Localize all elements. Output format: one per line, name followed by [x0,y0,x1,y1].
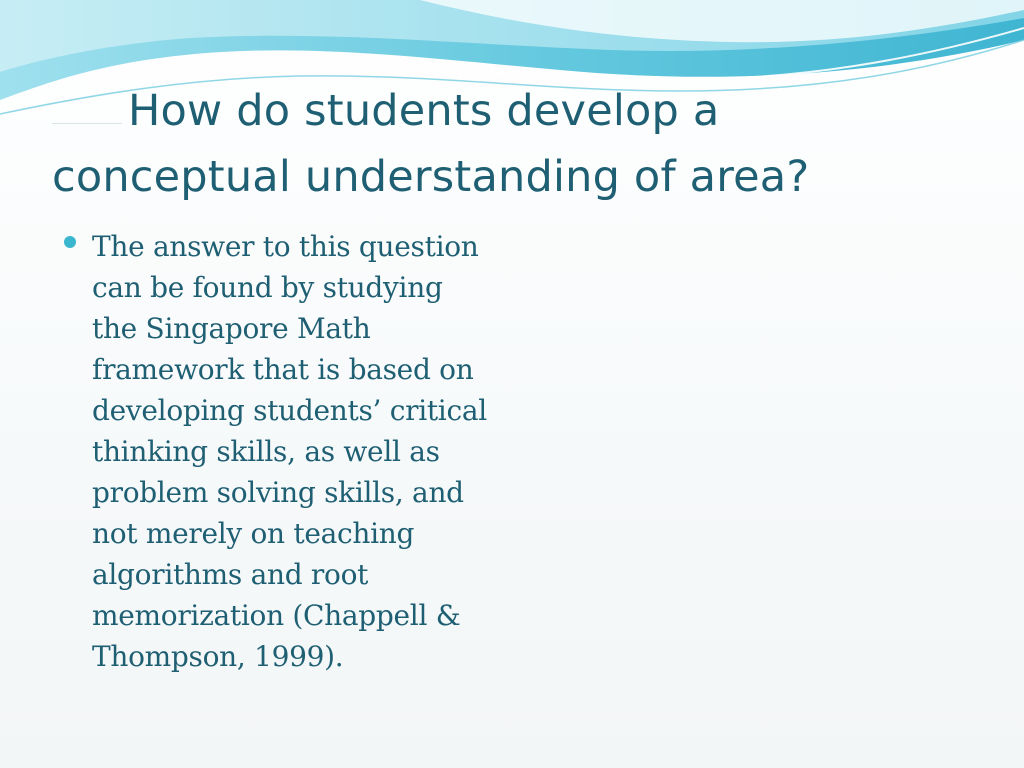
slide-content [64,226,504,677]
slide-title [52,78,952,210]
bullet-text: The answer to this question can be found by studying the Singapore Math framework that is based on developing students’ critical thinking skills, as well as problem solving skills, and not merely on teaching algorithms and root memorization (Chappell & Thompson, 1999). [92,230,487,673]
bullet-item [64,226,504,677]
slide-title-text: How do students develop a conceptual understanding of area? [52,86,810,202]
bullet-dot-icon [64,236,76,248]
